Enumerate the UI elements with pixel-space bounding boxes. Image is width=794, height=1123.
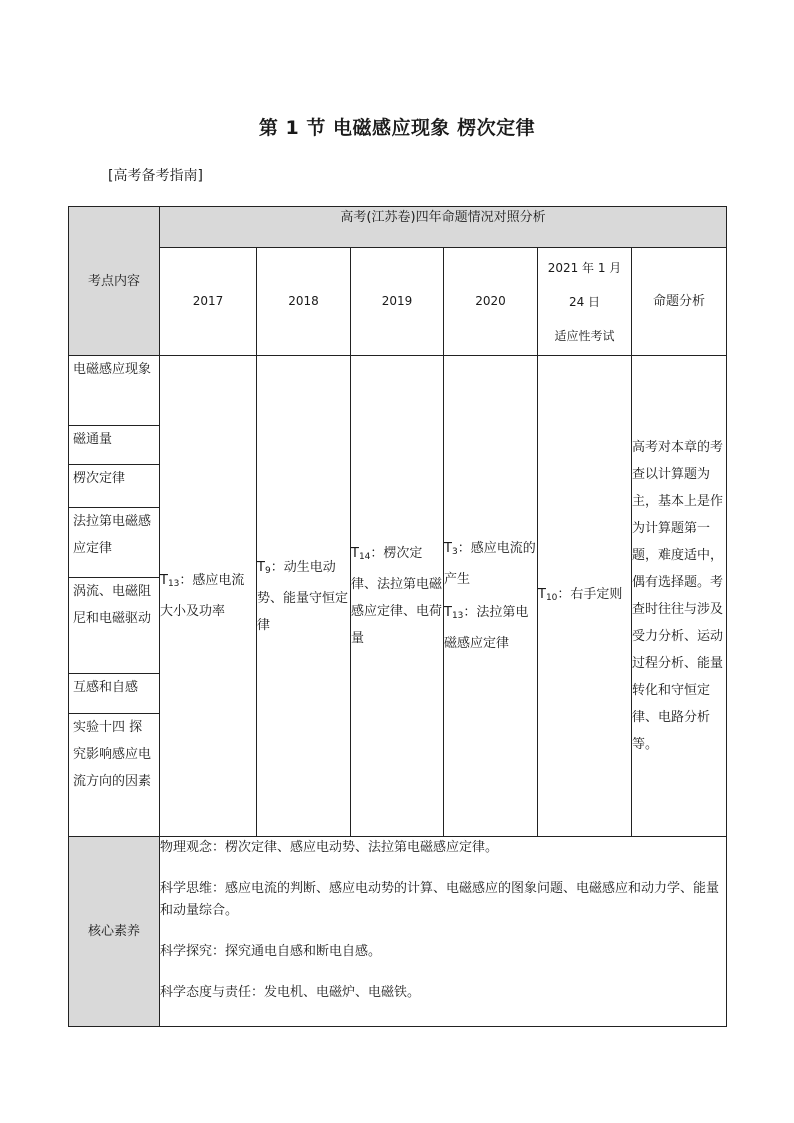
year-2017: 2017 <box>160 248 257 356</box>
cell-2017: $T_{13}$：感应电流大小及功率 <box>160 356 257 837</box>
point-item: 法拉第电磁感应定律 <box>69 508 159 578</box>
core-line: 科学探究：探究通电自感和断电自感。 <box>160 944 382 959</box>
core-line: 科学思维：感应电流的判断、感应电动势的计算、电磁感应的图象问题、电磁感应和动力学、能量和动量综合。 <box>160 881 720 918</box>
point-item: 互感和自感 <box>69 674 159 714</box>
year-2019: 2019 <box>351 248 444 356</box>
point-item: 涡流、电磁阻尼和电磁驱动 <box>69 578 159 674</box>
header-points: 考点内容 <box>69 207 160 356</box>
point-item: 电磁感应现象 <box>69 356 159 426</box>
core-label: 核心素养 <box>69 837 160 1027</box>
page-title: 第 1 节 电磁感应现象 楞次定律 <box>258 117 536 139</box>
cell-2021: $T_{10}$：右手定则 <box>538 356 632 837</box>
header-analysis-title: 高考(江苏卷)四年命题情况对照分析 <box>160 207 727 248</box>
special-line-1: 2021 年 1 月 <box>547 260 622 275</box>
guide-label: [高考备考指南] <box>108 168 203 184</box>
cell-2018: $T_9$：动生电动势、能量守恒定律 <box>257 356 351 837</box>
cell-2020-item-2: $T_{13}$：法拉第电磁感应定律 <box>444 605 529 651</box>
point-item: 实验十四 探究影响感应电流方向的因素 <box>73 720 152 789</box>
core-line: 物理观念：楞次定律、感应电动势、法拉第电磁感应定律。 <box>160 840 499 855</box>
year-2018: 2018 <box>257 248 351 356</box>
cell-2020-item-1: $T_3$：感应电流的产生 <box>444 541 536 587</box>
special-line-2: 24 日 <box>568 294 601 309</box>
points-cell <box>69 356 160 837</box>
analysis-text: 高考对本章的考查以计算题为主，基本上是作为计算题第一题，难度适中，偶有选择题。考查时往往与涉及受力分析、运动过程分析、能量转化和守恒定律、电路分析等。 <box>632 356 727 837</box>
analysis-table <box>68 206 727 1027</box>
year-2021-adaptive <box>538 248 632 356</box>
special-line-3: 适应性考试 <box>554 328 615 343</box>
year-2020: 2020 <box>444 248 538 356</box>
cell-2019: $T_{14}$：楞次定律、法拉第电磁感应定律、电荷量 <box>351 356 444 837</box>
core-line: 科学态度与责任：发电机、电磁炉、电磁铁。 <box>160 985 421 1000</box>
point-item: 磁通量 <box>69 426 159 465</box>
point-item: 楞次定律 <box>69 465 159 508</box>
header-analysis: 命题分析 <box>632 248 727 356</box>
core-content <box>160 837 727 1027</box>
cell-2020 <box>444 356 538 837</box>
